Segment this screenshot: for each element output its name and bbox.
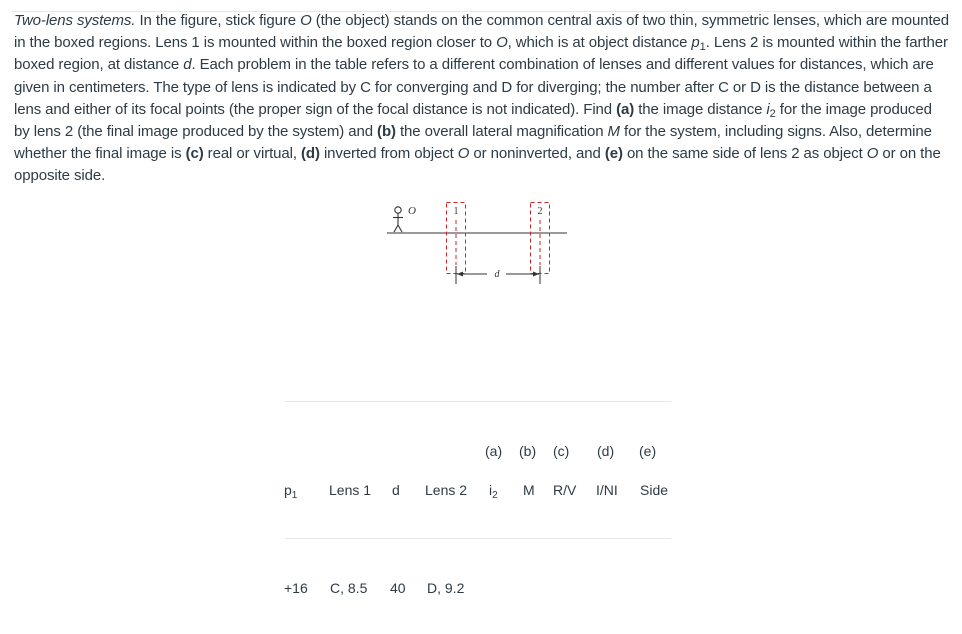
part-header-a: (a) (485, 443, 503, 459)
col-header-lens1: Lens 1 (329, 482, 372, 498)
two-lens-figure (383, 196, 573, 292)
row-lens1-value: C, 8.5 (330, 580, 368, 596)
row-d-value: 40 (390, 580, 406, 596)
col-header-i2: $i_2$ (489, 482, 498, 501)
col-header-rv: R/V (553, 482, 577, 498)
row-lens2-value: D, 9.2 (427, 580, 465, 596)
col-header-side: Side (640, 482, 669, 498)
col-header-ini: I/NI (596, 482, 618, 498)
lens2-label: 2 (537, 206, 543, 217)
part-header-d: (d) (597, 443, 615, 459)
part-header-e: (e) (639, 443, 657, 459)
table-top-rule (285, 401, 671, 402)
distance-label: d (494, 269, 500, 280)
part-header-b: (b) (519, 443, 537, 459)
problem-statement: Two-lens systems. In the figure, stick figure O (the object) stands on the common central axis of two thin, symmetric lenses, which are mounted in the boxed regions. Lens 1 is mounted within the boxed region closer to O, which is at object distance $p_1$. Lens 2 is mounted within the farther boxed region, at distance d. Each problem in the table refers to a different combination of lenses and different values for distances, which are given in centimeters. The type of lens is indicated by C for converging and D for diverging; the number after C or D is the distance between a lens and either of its focal points (the proper sign of the focal distance is not indicated). Find (a) the image distance $i_2$ for the image produced by lens 2 (the final image produced by the system) and (b) the overall lateral magnification M for the system, including signs. Also, determine whether the final image is (c) real or virtual, (d) inverted from object O or noninverted, and (e) on the same side of lens 2 as object O or on the opposite side. (14, 12, 950, 185)
col-header-lens2: Lens 2 (425, 482, 468, 498)
stick-figure-object (393, 207, 403, 232)
problem-title: Two-lens systems. (14, 12, 136, 29)
table-mid-rule (285, 538, 671, 539)
object-label: O (408, 205, 416, 217)
row-p1-value: +16 (284, 580, 308, 596)
col-header-M: M (523, 482, 535, 498)
lens1-label: 1 (453, 206, 459, 217)
part-header-c: (c) (553, 443, 570, 459)
col-header-d: d (392, 482, 400, 498)
col-header-p1: $p_1$ (284, 482, 298, 501)
